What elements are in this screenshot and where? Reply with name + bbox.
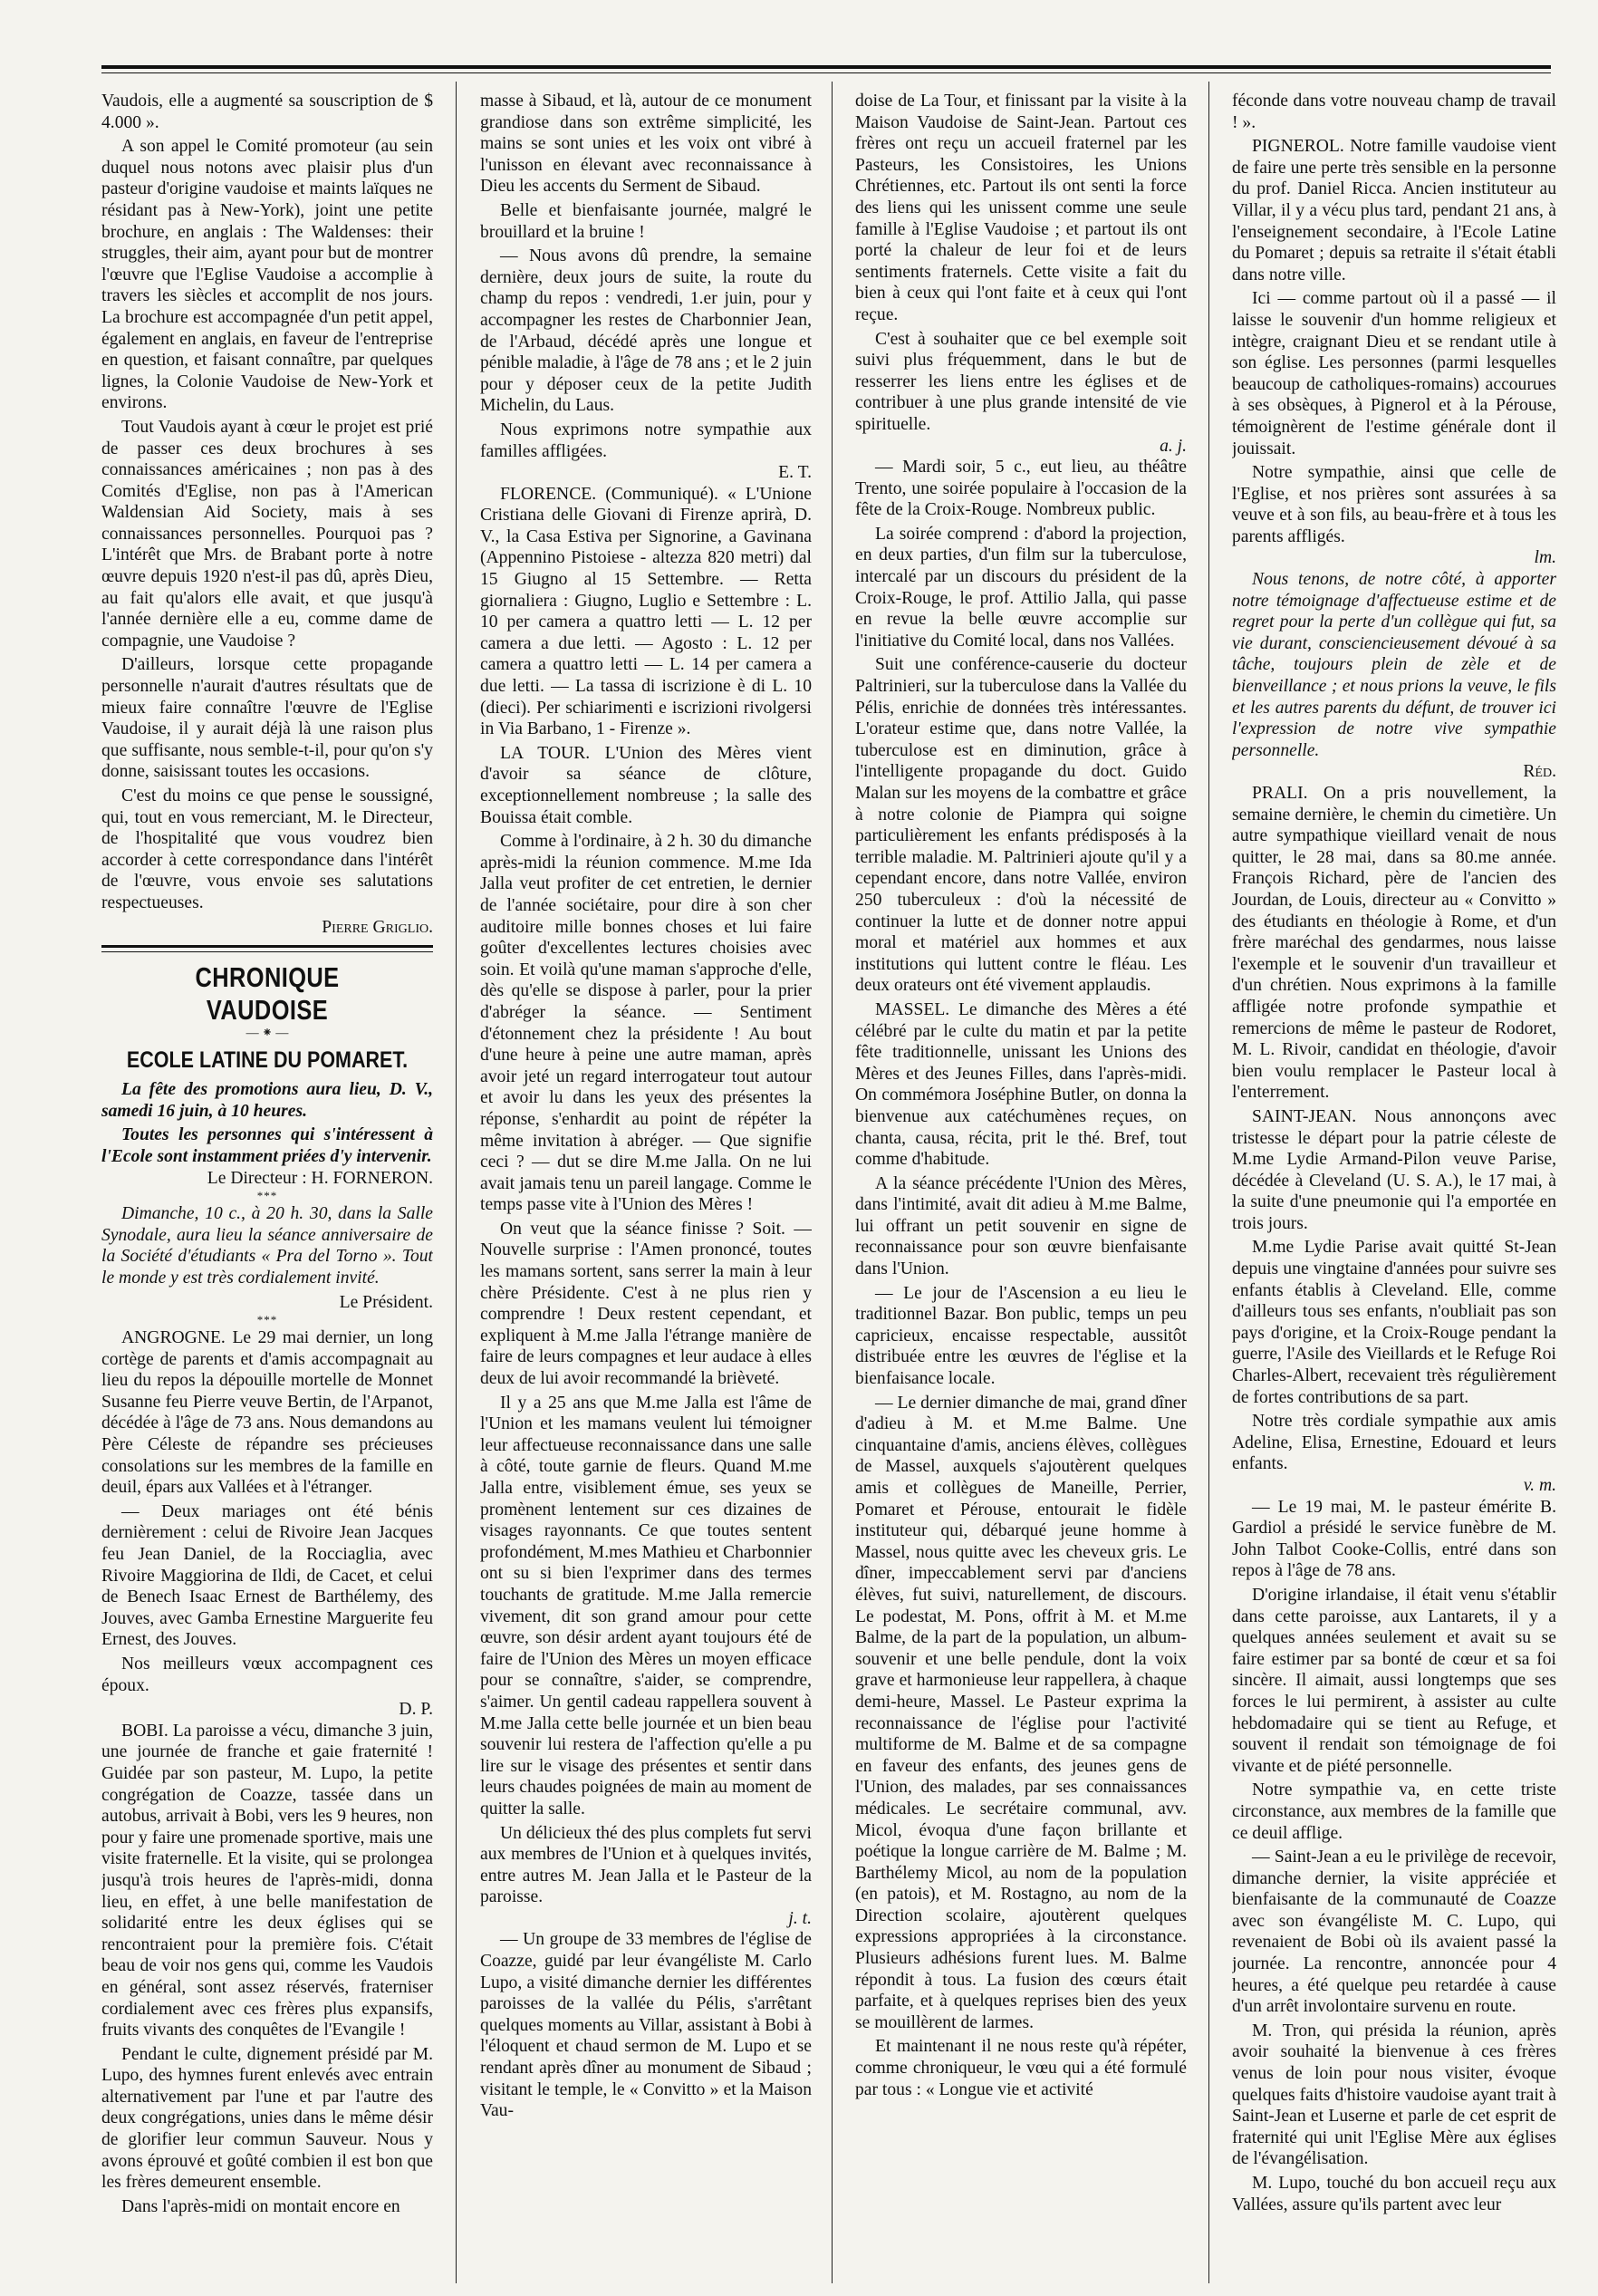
paragraph: Un délicieux thé des plus complets fut servi aux membres de l'Union et à quelques invités, entre autres M. Jean Jalla et le Pasteur de la paroisse. bbox=[480, 1823, 812, 1907]
text: On a pris nouvellement, la semaine dernière, le chemin du cimetière. Un autre sympathique vieillard venait de nous quitter, le 28 mai, dans sa 80.me année. François Richard, père de l'ancien des Jourdan, de Louis, directeur au « Convitto » des étudiants en théologie à Rome, et d'un frère maréchal des gendarmes, nous laisse l'exemple et le souvenir d'un travailleur et d'un chrétien. Nous exprimons à la famille affligée notre profonde sympathie et remercions de même le pasteur de Rodoret, M. L. Rivoir, candidat en théologie, d'avoir bien voulu remplacer le Pasteur local à l'enterrement. bbox=[1232, 784, 1556, 1103]
signature: Le Président. bbox=[339, 1292, 433, 1312]
text: Nous annonçons avec tristesse le départ pour la patrie céleste de M.me Lydie Armand-Pilon veuve Parise, décédée à Cleveland (U. S. A.), le 17 mai, à la suite d'une pneumonie qui l'a emportée en trois jours. bbox=[1232, 1106, 1556, 1233]
signature: v. m. bbox=[1523, 1476, 1556, 1495]
paragraph: — Saint-Jean a eu le privilège de recevoir, dimanche dernier, la visite appréciée et bienfaisante de la communauté de Coazze avec son évangéliste M. C. Lupo, qui revenaient de Bobi où ils avaient passé la journée. La rencontre, annoncée pour 4 heures, a été quelque peu retardée à cause d'un arrêt involontaire survenu en route. bbox=[1232, 1847, 1556, 2017]
paragraph: Notre sympathie va, en cette triste circonstance, aux membres de la famille que ce deuil afflige. bbox=[1232, 1780, 1556, 1843]
paragraph bbox=[1232, 1106, 1556, 1235]
paragraph bbox=[480, 743, 812, 828]
signature: D. P. bbox=[399, 1700, 433, 1720]
place-name: PRALI. bbox=[1252, 784, 1308, 803]
paragraph: — Deux mariages ont été bénis dernièrement : celui de Rivoire Jean Jacques feu Jean Daniel, de la Rocciaglia, avec Rivoire Maggiorina de Ildi, de Cacet, et celui de Benech Isaac Ernest de Barthélemy, des Jouves, avec Gamba Ernestine Marguerite feu Ernest, des Jouves. bbox=[101, 1501, 433, 1650]
section-rule bbox=[101, 945, 433, 948]
paragraph: doise de La Tour, et finissant par la visite à la Maison Vaudoise de Saint-Jean. Partout ces frères ont reçu un accueil fraternel par les Pasteurs, les Consistoires, les Unions Chrétiennes, etc. Partout ils ont senti la force des liens qui les unissent comme une seule famille à l'Eglise Vaudoise ; et partout ils ont porté la chaleur de leur foi et de leurs sentiments fraternels. Cette visite a fait du bien à ceux qui l'ont faite et à ceux qui l'ont reçue. bbox=[855, 92, 1187, 324]
section-rule-thin bbox=[101, 951, 433, 952]
column-2 bbox=[480, 91, 812, 2283]
signature: Pierre Griglio. bbox=[322, 917, 433, 937]
place-name: MASSEL. bbox=[875, 999, 950, 1019]
paragraph: Dans l'après-midi on montait encore en bbox=[121, 2196, 400, 2216]
paragraph: Dimanche, 10 c., à 20 h. 30, dans la Salle Synodale, aura lieu la séance anniversaire de la Société d'étudiants « Pra del Torno ». Tout le monde y est très cordialement invité. bbox=[101, 1204, 433, 1288]
signature: j. t. bbox=[788, 1908, 812, 1928]
paragraph: La soirée comprend : d'abord la projection, en deux parties, d'un film sur la tuberculose, intercalé par un discours du président de la Croix-Rouge, le prof. Attilio Jalla, qui passe en revue la belle œuvre accomplie sur l'initiative du Comité local, dans nos Vallées. bbox=[855, 524, 1187, 651]
paragraph: — Le dernier dimanche de mai, grand dîner d'adieu à M. et M.me Balme. Une cinquantaine d'amis, anciens élèves, collègues de Massel, auxquels s'ajoutèrent quelques amis et collègues de Maneille, Perrier, Pomaret et Pérouse, entourait le fidèle instituteur qui, débarqué jeune homme à Massel, nous quitte avec les cheveux gris. Le dîner, impeccablement servi par d'anciens élèves, fut suivi, naturellement, de discours. Le podestat, M. Pons, offrit à M. et M.me Balme, de la part de la population, un album-souvenir et une belle pendule, dont la voix grave et harmonieuse leur rappellera, à chaque demi-heure, Massel. Le Pasteur exprima la reconnaissance de l'église pour l'activité multiforme de M. Balme et de sa compagne en faveur des enfants, des jeunes gens de l'Union, des malades, par ses connaissances médicales. Le secrétaire communal, avv. Micol, évoqua d'une façon brillante et poétique la longue carrière de M. Balme ; M. Barthélemy Micol, au nom de la population (en patois), et M. Rostagno, au nom de la Direction scolaire, ajoutèrent quelques expressions appropriées à la circonstance. Plusieurs adhésions furent lues. M. Balme répondit à tous. La fusion des cœurs était parfaite, et à quelques reprises bien des yeux se mouillèrent de larmes. bbox=[855, 1393, 1187, 2032]
paragraph: — Nous avons dû prendre, la semaine dernière, deux jours de suite, la route du champ du repos : vendredi, 1.er juin, pour y accompagner les restes de Charbonnier Jean, de l'Arbaud, décédé après une longue et pénible maladie, à l'âge de 78 ans ; et le 2 juin pour y déposer ceux de la petite Judith Michelin, du Laus. bbox=[480, 246, 812, 416]
top-rule-thin bbox=[101, 72, 1551, 73]
paragraph: Suit une conférence-causerie du docteur Paltrinieri, sur la tuberculose dans la Vallée du Pélis, enrichie de données très intéressantes. L'orateur estime que, dans notre Vallée, la tuberculose est en diminution, grâce à l'intelligente propagande du doct. Guido Malan sur les moyens de la combattre et grâce à notre colonie de Piampra qui soigne particulièrement les enfants prédisposés à la terrible maladie. M. Paltrinieri ajoute qu'il y a cependant encore, dans notre Vallée, environ 250 tuberculeux : d'où la nécessité de continuer la lutte et de donner notre appui moral et matériel aux hommes et aux institutions qui luttent contre le fléau. Les deux orateurs ont été vivement applaudis. bbox=[855, 655, 1187, 996]
paragraph bbox=[855, 999, 1187, 1171]
signature: Réd. bbox=[1523, 762, 1556, 782]
column-1 bbox=[101, 91, 433, 2283]
paragraph: masse à Sibaud, et là, autour de ce monument grandiose dans son extrême simplicité, les mains se sont unies et les voix ont vibré à l'unisson en élevant avec reconnaissance à Dieu les accents du Serment de Sibaud. bbox=[480, 92, 812, 197]
paragraph bbox=[480, 484, 812, 740]
paragraph bbox=[1232, 136, 1556, 285]
separator-stars: *** bbox=[256, 1313, 278, 1327]
signature: lm. bbox=[1534, 548, 1556, 568]
text: Le dimanche des Mères a été célébré par le culte du matin et par la petite fête traditionnelle, unissant les Unions des Mères et des Jeunes Filles, dans l'après-midi. On commémora Joséphine Butler, on donna la bienvenue aux catéchumènes reçues, on chanta, causa, récita, prit le thé. Bref, tout comme d'habitude. bbox=[855, 999, 1187, 1170]
paragraph: Vaudois, elle a augmenté sa souscription de $ 4.000 ». bbox=[101, 92, 433, 132]
paragraph: Pendant le culte, dignement présidé par M. Lupo, des hymnes furent enlevés avec entrain alternativement par l'une et par l'autre des deux congrégations, unies dans le même désir de glorifier leur commun Sauveur. Nous y avons éprouvé et goûté combien il est bon que les frères demeurent ensemble. bbox=[101, 2044, 433, 2193]
separator-stars: *** bbox=[256, 1189, 278, 1203]
paragraph: Notre sympathie, ainsi que celle de l'Eglise, et nos prières sont assurées à sa veuve et à son fils, au beau-frère et à tous les parents affligés. bbox=[1232, 463, 1556, 546]
paragraph: Nous exprimons notre sympathie aux familles affligées. bbox=[480, 420, 812, 461]
text: L'Union des Mères vient d'avoir sa séance de clôture, exceptionnellement nombreuse ; la salle des Bouissa était comble. bbox=[480, 743, 812, 827]
paragraph: C'est à souhaiter que ce bel exemple soit suivi plus fréquemment, dans le but de resserrer les liens entre les églises et de contribuer à une plus grande intensité de vie spirituelle. bbox=[855, 329, 1187, 434]
paragraph: — Le jour de l'Ascension a eu lieu le traditionnel Bazar. Bon public, temps un peu capricieux, encaisse respectable, aussitôt distribuée entre les œuvres de l'église et la bienfaisance locale. bbox=[855, 1283, 1187, 1389]
paragraph: On veut que la séance finisse ? Soit. — Nouvelle surprise : l'Amen prononcé, toutes les mamans sortent, sans serrer la main à leur chère Présidente. C'est à ne plus rien y comprendre ! Deux restent cependant, et expliquent à M.me Jalla l'étrange manière de faire de leurs compagnes et leur audace à elles deux de lui avoir recommandé la brièveté. bbox=[480, 1219, 812, 1389]
ornament: — ⁕ — bbox=[245, 1027, 289, 1041]
place-name: FLORENCE. bbox=[500, 484, 597, 504]
paragraph: — Le 19 mai, M. le pasteur émérite B. Gardiol a présidé le service funèbre de M. John Talbot Cooke-Collis, entré dans son repos à l'âge de 78 ans. bbox=[1232, 1497, 1556, 1581]
text: Notre famille vaudoise vient de faire une perte très sensible en la personne du prof. Daniel Ricca. Ancien instituteur au Villar, il y a vécu plus tard, pendant 21 ans, à l'enseignement secondaire, à l'Ecole Latine du Pomaret ; depuis sa retraite il s'était établi dans notre ville. bbox=[1232, 137, 1556, 285]
top-rule bbox=[101, 65, 1551, 69]
column-divider bbox=[456, 82, 457, 2283]
paragraph: D'origine irlandaise, il était venu s'établir dans cette paroisse, aux Lantarets, il y a quelques années seulement et avait su se faire estimer par sa bonté de cœur et sa foi sincère. Il aimait, aussi longtemps que ses forces le lui permirent, à assister au culte hebdomadaire qui se tient au Refuge, et souvent il rendait son témoignage de foi vivante et de piété personnelle. bbox=[1232, 1585, 1556, 1776]
place-name: BOBI. bbox=[121, 1721, 168, 1741]
paragraph: — Mardi soir, 5 c., eut lieu, au théâtre Trento, une soirée populaire à l'occasion de la fête de la Croix-Rouge. Nombreux public. bbox=[855, 458, 1187, 520]
paragraph bbox=[101, 1327, 433, 1499]
place-name: LA TOUR. bbox=[500, 743, 591, 763]
paragraph bbox=[101, 1721, 433, 2041]
paragraph: féconde dans votre nouveau champ de travail ! ». bbox=[1232, 92, 1556, 132]
column-divider bbox=[832, 82, 833, 2283]
paragraph: Comme à l'ordinaire, à 2 h. 30 du dimanche après-midi la réunion commence. M.me Ida Jalla veut profiter de cet entretien, le dernier de l'année sociétaire, pour dire à son cher auditoire mille bonnes choses et lui faire goûter d'excellentes lectures choisies avec soin. Et voilà qu'une maman s'approche d'elle, dès qu'elle se dispose à parler, pour la prier d'abréger la séance. — Sentiment d'étonnement chez la présidente ! Au bout d'une heure à peine une autre maman, après avoir jeté un regard interrogateur tout autour et avoir lu dans les yeux des présentes la réponse, s'enhardit au point de répéter la même invitation à abréger. — Que signifie ceci ? — dut se dire M.me Jalla. On ne lui avait jamais tenu un pareil langage. Comme le temps passe vite à l'Union des Mères ! bbox=[480, 832, 812, 1215]
article-heading: ECOLE LATINE DU POMARET. bbox=[126, 1047, 409, 1074]
paragraph: Nos meilleurs vœux accompagnent ces époux. bbox=[101, 1654, 433, 1695]
signature: Le Directeur : H. FORNERON. bbox=[207, 1168, 433, 1188]
text: (Communiqué). « L'Unione Cristiana delle Giovani di Firenze aprirà, D. V., la Casa Estiva per Signorine, a Gavinana (Appennino Pistoiese - altezza 820 metri) dal 15 Giugno al 15 Settembre. — Retta giornaliera : Giugno, Luglio e Settembre : L. 10 per camera a quattro letti — L. 12 per camera a due letti. — Agosto : L. 12 per camera a quattro letti — L. 14 per camera a due letti. — La tassa di iscrizione è di L. 10 (dieci). Per schiarimenti e iscrizioni rivolgersi in Via Barbano, 1 - Firenze ». bbox=[480, 484, 812, 739]
paragraph: Il y a 25 ans que M.me Jalla est l'âme de l'Union et les mamans veulent lui témoigner leur affectueuse reconnaissance dans une salle à côté, toute garnie de fleurs. Quand M.me Jalla entre, visiblement émue, ses yeux se promènent lentement sur ces dizaines de visages rayonnants. Ce que toutes sentent profondément, M.mes Mathieu et Charbonnier ont su si bien l'exprimer dans des termes touchants de gratitude. M.me Jalla remercie vivement, dit son grand amour pour cette œuvre, son désir ardent ayant toujours été de faire de l'Union des Mères un moyen efficace pour se connaître, s'aider, se comprendre, s'aimer. Un gentil cadeau rappellera souvent à M.me Jalla cette belle journée et un bien beau souvenir lui restera de l'affection qu'elle a pu lire sur le visage des présentes et sentir dans leurs chaudes poignées de main au moment de quitter la salle. bbox=[480, 1393, 812, 1818]
paragraph: La fête des promotions aura lieu, D. V., samedi 16 juin, à 10 heures. bbox=[101, 1080, 433, 1121]
place-name: PIGNEROL. bbox=[1252, 137, 1344, 157]
paragraph: M.me Lydie Parise avait quitté St-Jean depuis une vingtaine d'années pour suivre ses enfants établis à Cleveland. Elle, comme d'ailleurs tous ses enfants, n'oubliait pas son pays d'origine, et la Croix-Rouge pendant la guerre, l'Asile des Vieillards et le Refuge Roi Charles-Albert, recevaient très régulièrement de fortes contributions de sa part. bbox=[1232, 1238, 1556, 1407]
signature: a. j. bbox=[1160, 436, 1187, 456]
paragraph: A son appel le Comité promoteur (au sein duquel nous notons avec plaisir plus d'un pasteur d'origine vaudoise et maints laïques ne résidant pas à New-York), joint une petite brochure, en anglais : The Waldenses: their struggles, their aim, ayant pour but de montrer l'œuvre que l'Eglise Vaudoise a accomplie à travers les siècles et accomplit de nos jours. La brochure est accompagnée d'un petit appel, également en anglais, en faveur de l'entreprise en question, et faisant connaître, par quelques lignes, la Colonie Vaudoise de New-York et environs. bbox=[101, 137, 433, 413]
paragraph: Ici — comme partout où il a passé — il laisse le souvenir d'un homme religieux et intègre, craignant Dieu et se rendant utile à son église. Les personnes (parmi lesquelles beaucoup de catholiques-romains) accourues à ses obsèques, à Pignerol et à la Pérouse, témoignèrent de l'estime générale dont il jouissait. bbox=[1232, 289, 1556, 458]
paragraph: C'est du moins ce que pense le soussigné, qui, tout en vous remerciant, M. le Directeur, de l'hospitalité que vous voudrez bien accorder à cette correspondance dans l'intérêt de l'œuvre, vous envoie ses salutations respectueuses. bbox=[101, 786, 433, 912]
paragraph: M. Lupo, touché du bon accueil reçu aux Vallées, assure qu'ils partent avec leur bbox=[1232, 2174, 1556, 2214]
column-divider bbox=[1208, 82, 1209, 2283]
paragraph: — Un groupe de 33 membres de l'église de Coazze, guidé par leur évangéliste M. Carlo Lupo, a visité dimanche dernier les différentes paroisses de la vallée du Pélis, s'arrêtant quelques moments au Villar, assistant à Bobi à l'éloquent et chaud sermon de M. Lupo et se rendant après dîner au monument de Sibaud ; visitant le temple, le « Convitto » et la Maison Vau- bbox=[480, 1930, 812, 2121]
place-name: ANGROGNE. bbox=[121, 1328, 226, 1348]
place-name: SAINT-JEAN. bbox=[1252, 1106, 1357, 1126]
text: La paroisse a vécu, dimanche 3 juin, une journée de franche et gaie fraternité ! Guidée par son pasteur, M. Lupo, la petite congrégation de Coazze, tassée dans un autobus, arrivait à Bobi, vers les 9 heures, non pour y faire une promenade sportive, mais une visite fraternelle. Et la visite, qui se prolongea jusqu'à trois heures de l'après-midi, donna lieu, en effet, à une belle manifestation de solidarité entre les deux églises qui se rencontraient pour la première fois. C'était beau de voir nos gens qui, comme les Vaudois en général, sont assez réservés, fraterniser cordialement avec ces frères plus expansifs, fruits vivants des conquêtes de l'Evangile ! bbox=[101, 1721, 433, 2040]
paragraph: Belle et bienfaisante journée, malgré le brouillard et la bruine ! bbox=[480, 200, 812, 242]
paragraph: Et maintenant il ne nous reste qu'à répéter, comme chroniqueur, le vœu qui a été formulé par tous : « Longue vie et activité bbox=[855, 2037, 1187, 2099]
paragraph: Tout Vaudois ayant à cœur le projet est prié de passer ces deux brochures à ses connaissances américaines ; non pas à des Comités d'Eglise, non pas à l'American Waldensian Aid Society, mais à ses connaissances personnelles. Pourquoi pas ? L'intérêt que Mrs. de Brabant porte à notre œuvre depuis 1920 n'est-il pas dû, après Dieu, au fait qu'alors elle avait, et que jusqu'à l'année dernière elle a eu, comme dame de compagnie, une Vaudoise ? bbox=[101, 417, 433, 651]
section-heading: CHRONIQUE VAUDOISE bbox=[195, 961, 340, 1027]
column-3 bbox=[855, 91, 1187, 2283]
paragraph bbox=[1232, 783, 1556, 1104]
paragraph: Toutes les personnes qui s'intéressent à l'Ecole sont instamment priées d'y intervenir. bbox=[101, 1125, 433, 1166]
paragraph: Nous tenons, de notre côté, à apporter notre témoignage d'affectueuse estime et de regret pour la perte d'un collègue qui fut, sa vie durant, consciencieusement dévoué à sa tâche, toujours plein de zèle et de bienveillance ; et nous prions la veuve, le fils et les autres parents du défunt, de trouver ici l'expression de notre vive sympathie personnelle. bbox=[1232, 570, 1556, 760]
paragraph: Notre très cordiale sympathie aux amis Adeline, Elisa, Ernestine, Edouard et leurs enfants. bbox=[1232, 1412, 1556, 1474]
paragraph: M. Tron, qui présida la réunion, après avoir souhaité la bienvenue à ces frères venus de loin pour nous visiter, évoque quelques faits d'histoire vaudoise ayant trait à Saint-Jean et Luserne et parle de cet esprit de fraternité qui unit l'Eglise Mère aux églises de l'évangélisation. bbox=[1232, 2021, 1556, 2169]
signature: E. T. bbox=[778, 463, 812, 483]
text: Le 29 mai dernier, un long cortège de parents et d'amis accompagnait au lieu du repos la dépouille mortelle de Monnet Susanne feu Pierre veuve Bertin, de l'Arpanot, décédée à l'âge de 73 ans. Nous demandons au Père Céleste de répandre ses précieuses consolations sur les membres de la famille en deuil, épars aux Vallées et à l'étranger. bbox=[101, 1328, 433, 1498]
paragraph: D'ailleurs, lorsque cette propagande personnelle n'aurait d'autres résultats que de mieux faire connaître l'œuvre de l'Eglise Vaudoise, il y aurait déjà là une raison plus que suffisante, nous semble-t-il, pour qu'on s'y donne, saisissant toutes les occasions. bbox=[101, 655, 433, 782]
paragraph: A la séance précédente l'Union des Mères, dans l'intimité, avait dit adieu à M.me Balme, lui offrant un petit souvenir en signe de reconnaissance pour son œuvre bienfaisante dans l'Union. bbox=[855, 1173, 1187, 1279]
column-4 bbox=[1232, 91, 1556, 2283]
